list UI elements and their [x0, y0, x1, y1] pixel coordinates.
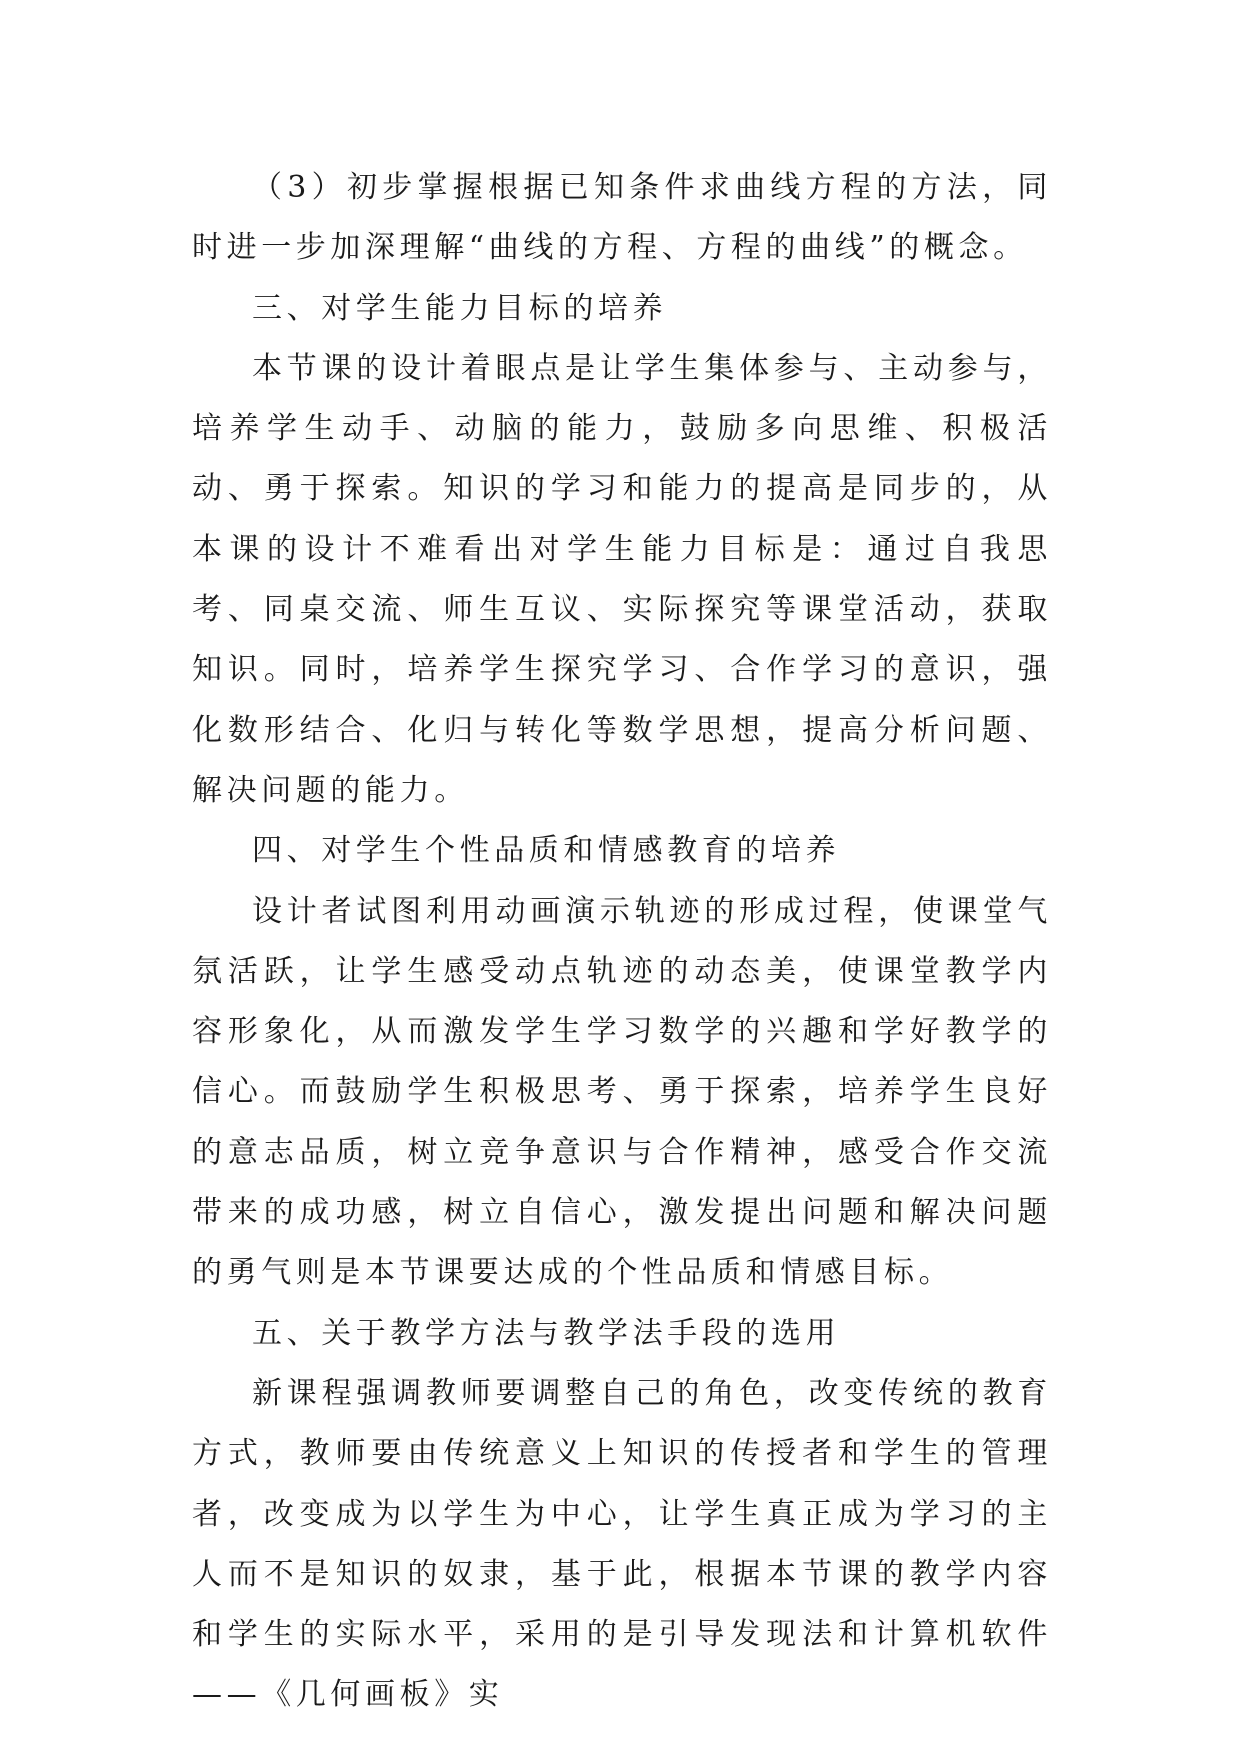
section-heading-ability: 三、对学生能力目标的培养 [252, 290, 668, 326]
section-heading-character: 四、对学生个性品质和情感教育的培养 [252, 833, 841, 869]
paragraph-methods: 新课程强调教师要调整自己的角色，改变传统的教育方式，教师要由传统意义上知识的传授者和学生的管理者，改变成为以学生为中心，让学生真正成为学习的主人而不是知识的奴隶，基于此，根据本节课的教学内容和学生的实际水平，采用的是引导发现法和计算机软件——《几何画板》实 [192, 1375, 1052, 1713]
paragraph-ability: 本节课的设计着眼点是让学生集体参与、主动参与，培养学生动手、动脑的能力，鼓励多向思维、积极活动、勇于探索。知识的学习和能力的提高是同步的，从本课的设计不难看出对学生能力目标是：通过自我思考、同桌交流、师生互议、实际探究等课堂活动，获取知识。同时，培养学生探究学习、合作学习的意识，强化数形结合、化归与转化等数学思想，提高分析问题、解决问题的能力。 [192, 350, 1052, 808]
paragraph-character: 设计者试图利用动画演示轨迹的形成过程，使课堂气氛活跃，让学生感受动点轨迹的动态美，使课堂教学内容形象化，从而激发学生学习数学的兴趣和学好教学的信心。而鼓励学生积极思考、勇于探索，培养学生良好的意志品质，树立竞争意识与合作精神，感受合作交流带来的成功感，树立自信心，激发提出问题和解决问题的勇气则是本节课要达成的个性品质和情感目标。 [192, 893, 1052, 1291]
document-page [192, 158, 1052, 1726]
section-heading-methods: 五、关于教学方法与教学法手段的选用 [252, 1315, 841, 1351]
paragraph-objective-3: （3）初步掌握根据已知条件求曲线方程的方法，同时进一步加深理解“曲线的方程、方程的曲线”的概念。 [192, 170, 1052, 266]
